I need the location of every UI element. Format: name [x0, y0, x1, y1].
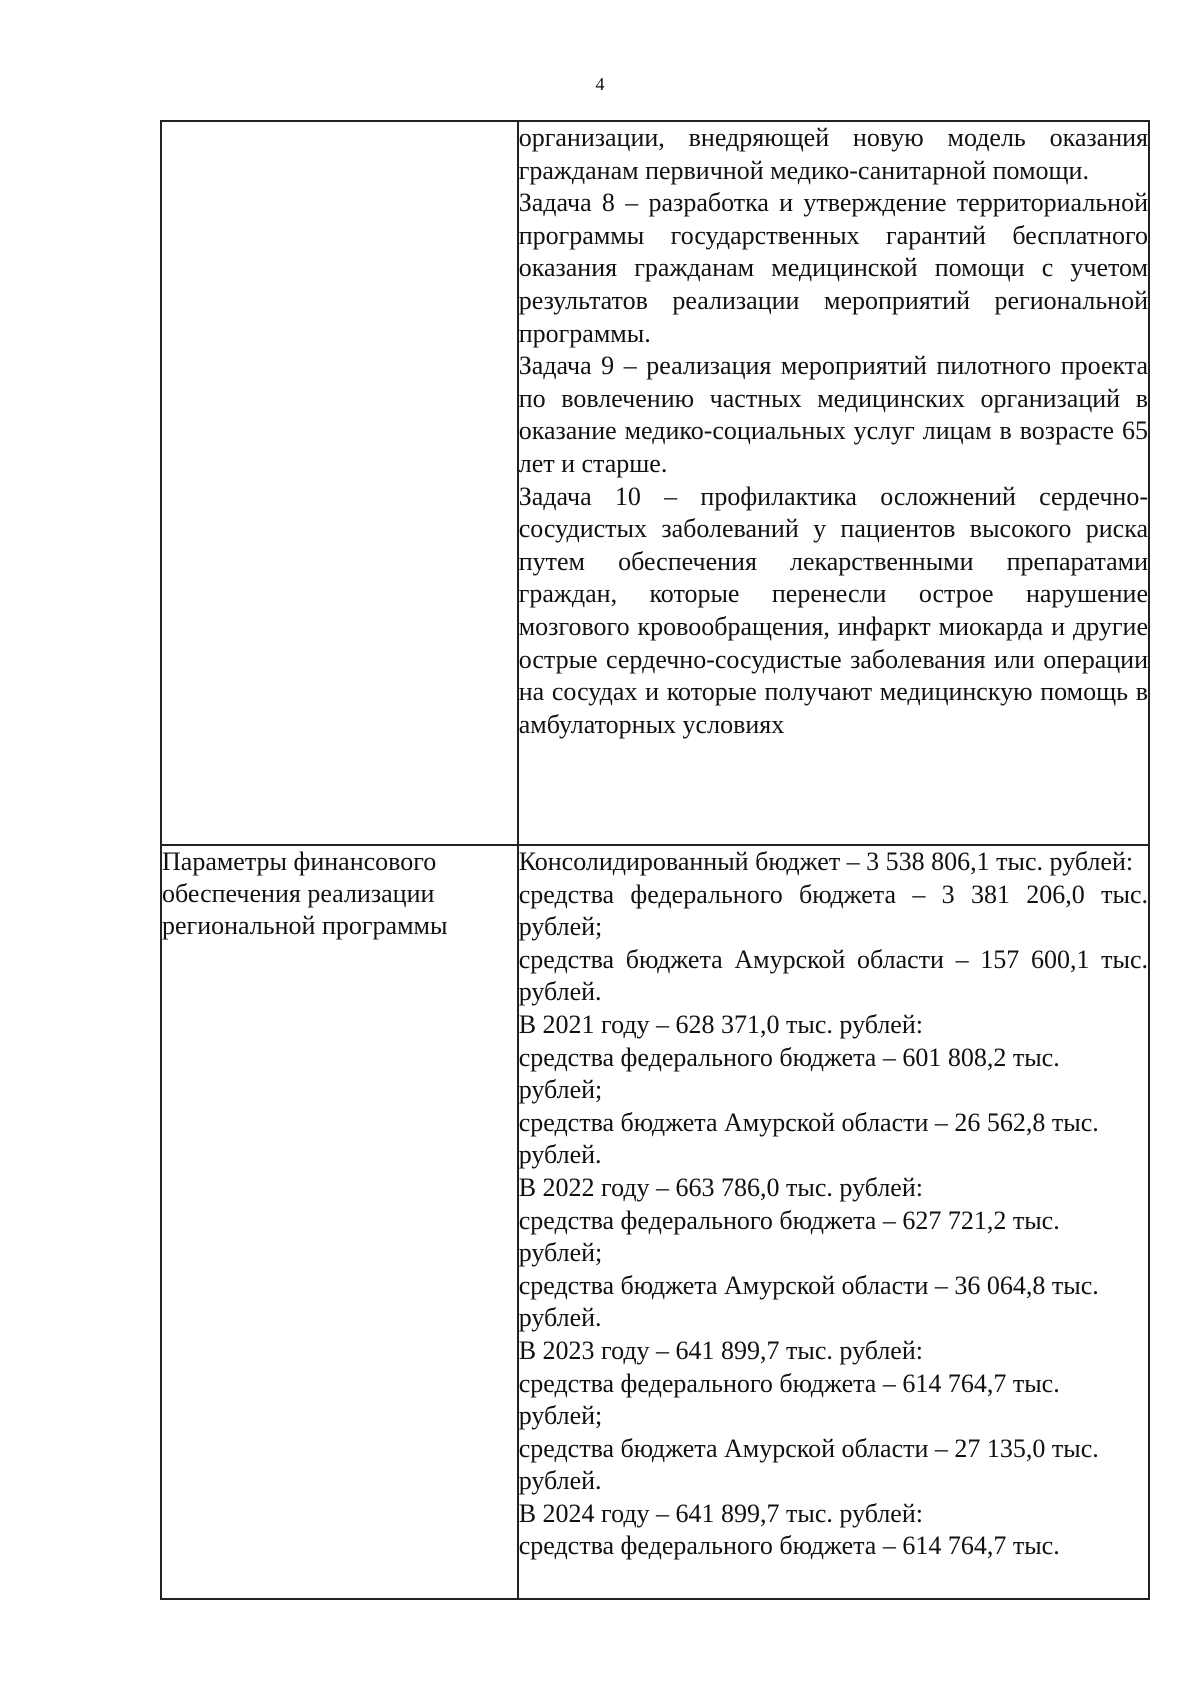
- row-label-cell: [161, 845, 518, 1599]
- program-passport-table: [160, 120, 1150, 1600]
- task-8: Задача 8 – разработка и утверждение территориальной программы государственных гарантий бесплатного оказания гражданам медицинской помощи с учетом результатов реализации мероприятий региональной программы.: [518, 188, 1148, 348]
- row-label-cell-empty: [161, 121, 518, 845]
- year-2023-total: В 2023 году – 641 899,7 тыс. рублей:: [518, 1335, 923, 1365]
- page-number: 4: [595, 74, 605, 94]
- row-label: Параметры финансового обеспечения реализации региональной программы: [162, 847, 448, 940]
- task-7-continuation: организации, внедряющей новую модель оказания гражданам первичной медико-санитарной помощи.: [518, 123, 1148, 185]
- year-2023-regional: средства бюджета Амурской области – 27 135,0 тыс. рублей.: [518, 1433, 1099, 1496]
- year-2021-federal: средства федерального бюджета – 601 808,2 тыс. рублей;: [518, 1042, 1060, 1105]
- year-2022-total: В 2022 году – 663 786,0 тыс. рублей:: [518, 1172, 923, 1202]
- year-2024-federal: средства федерального бюджета – 614 764,7 тыс.: [518, 1531, 1060, 1561]
- task-9: Задача 9 – реализация мероприятий пилотного проекта по вовлечению частных медицинских организаций в оказание медико-социальных услуг лицам в возрасте 65 лет и старше.: [518, 351, 1148, 478]
- year-2022-federal: средства федерального бюджета – 627 721,2 тыс. рублей;: [518, 1205, 1060, 1268]
- budget-regional: средства бюджета Амурской области – 157 600,1 тыс. рублей.: [518, 944, 1148, 1007]
- table-row: [161, 121, 1149, 845]
- year-2023-federal: средства федерального бюджета – 614 764,7 тыс. рублей;: [518, 1368, 1060, 1431]
- year-2022-regional: средства бюджета Амурской области – 36 064,8 тыс. рублей.: [518, 1270, 1099, 1333]
- row-value-cell: [518, 121, 1149, 845]
- row-value-cell: [518, 845, 1149, 1599]
- table-row: [161, 845, 1149, 1599]
- budget-federal: средства федерального бюджета – 3 381 206,0 тыс. рублей;: [518, 879, 1148, 942]
- year-2021-regional: средства бюджета Амурской области – 26 562,8 тыс. рублей.: [518, 1107, 1099, 1170]
- task-10: Задача 10 – профилактика осложнений сердечно-сосудистых заболеваний у пациентов высокого риска путем обеспечения лекарственными препаратами граждан, которые перенесли острое нарушение мозгового кровообращения, инфаркт миокарда и другие острые сердечно-сосудистые заболевания или операции на сосудах и которые получают медицинскую помощь в амбулаторных условиях: [518, 481, 1148, 739]
- budget-total: Консолидированный бюджет – 3 538 806,1 тыс. рублей:: [518, 847, 1134, 876]
- year-2021-total: В 2021 году – 628 371,0 тыс. рублей:: [518, 1009, 923, 1039]
- year-2024-total: В 2024 году – 641 899,7 тыс. рублей:: [518, 1498, 923, 1528]
